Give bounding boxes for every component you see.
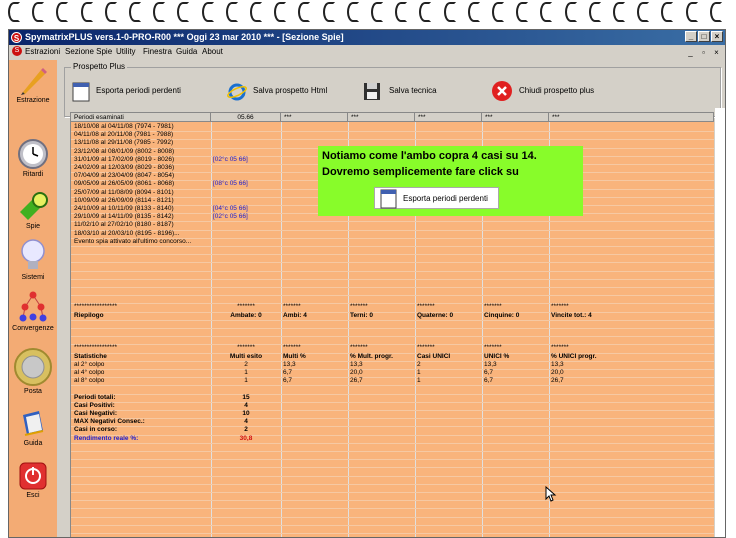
- grid-cell: 20,0: [350, 369, 363, 376]
- spiral-binding: [0, 0, 736, 28]
- grid-cell: 04/11/08 al 20/11/08 (7981 - 7988): [74, 131, 174, 139]
- sidebar: [9, 60, 57, 538]
- grid-row-line: [71, 336, 714, 337]
- grid-cell: al 4° colpo: [74, 369, 105, 376]
- sidebar-item-esci[interactable]: [9, 461, 57, 499]
- binding-ring: [419, 2, 431, 22]
- clock-icon: [17, 138, 49, 170]
- window-title: SpymatrixPLUS vers.1-0-PRO-R00 *** Oggi 23 mar 2010 *** - [Sezione Spie]: [25, 32, 344, 42]
- grid-cell: Vincite tot.: 4: [551, 311, 592, 319]
- grid-cell: 18/10/08 al 04/11/08 (7974 - 7981): [74, 123, 174, 130]
- notepad-icon: [379, 188, 399, 210]
- grid-cell: 13,3: [484, 360, 497, 368]
- maximize-button[interactable]: □: [698, 31, 710, 42]
- grid-row-line: [71, 287, 714, 288]
- grid-cell: 10: [242, 410, 250, 417]
- grid-cell: Multi %: [283, 352, 306, 360]
- grid-row-line: [71, 402, 714, 403]
- binding-ring: [226, 2, 238, 22]
- binding-ring: [323, 2, 335, 22]
- grid-cell: MAX Negativi Consec.:: [74, 418, 145, 426]
- grid-cell: 4: [244, 418, 248, 426]
- sidebar-item-guida[interactable]: [9, 407, 57, 447]
- binding-ring: [56, 2, 68, 22]
- binding-ring: [492, 2, 504, 22]
- menu-finestra[interactable]: Finestra: [143, 47, 172, 56]
- grid-row-line: [71, 377, 714, 378]
- header-cell[interactable]: ***: [482, 113, 549, 122]
- mouse-cursor-icon: [545, 486, 557, 502]
- header-cell[interactable]: ***: [281, 113, 348, 122]
- binding-ring: [347, 2, 359, 22]
- grid-cell: 13,3: [350, 360, 363, 368]
- note-export-button[interactable]: Esporta periodi perdenti: [374, 187, 499, 209]
- app-logo-icon: S: [11, 32, 22, 43]
- grid-row-line: [71, 459, 714, 460]
- menu-app-icon[interactable]: S: [12, 46, 22, 56]
- vertical-scrollbar[interactable]: [715, 108, 725, 538]
- grid-cell: 30,8: [239, 434, 253, 442]
- menu-utility[interactable]: Utility: [116, 47, 136, 56]
- grid-row-line: [71, 279, 714, 280]
- grid-row-line: [71, 517, 714, 518]
- grid-cell: [08°c 05 66]: [213, 180, 248, 188]
- grid-cell: *****************: [74, 303, 118, 311]
- header-cell[interactable]: ***: [549, 113, 714, 122]
- binding-ring: [589, 2, 601, 22]
- menu-estrazioni[interactable]: Estrazioni: [25, 47, 61, 56]
- binding-ring: [274, 2, 286, 22]
- grid-cell: Evento spia attivato all'ultimo concorso...: [74, 237, 192, 245]
- grid-cell: 26,7: [551, 377, 564, 385]
- grid-cell: *******: [350, 303, 368, 311]
- grid-cell: [04°c 05 66]: [213, 205, 248, 212]
- binding-ring: [540, 2, 552, 22]
- pencil-icon: [17, 64, 49, 96]
- binding-ring: [177, 2, 189, 22]
- grid-cell: 29/10/09 al 14/11/09 (8135 - 8142): [74, 213, 174, 221]
- flashlight-icon: [16, 190, 50, 222]
- grid-row-line: [71, 451, 714, 452]
- binding-ring: [32, 2, 44, 22]
- grid-row-line: [71, 426, 714, 427]
- menu-about[interactable]: About: [202, 47, 223, 56]
- grid-cell: 13,3: [283, 360, 296, 368]
- sidebar-label: Guida: [23, 440, 43, 447]
- grid-cell: 09/05/09 al 26/05/09 (8061 - 8068): [74, 180, 175, 188]
- grid-cell: 4: [244, 401, 248, 409]
- binding-ring: [153, 2, 165, 22]
- grid-cell: 1: [244, 369, 248, 376]
- grid-row-line: [71, 394, 714, 395]
- grid-cell: % UNICI progr.: [551, 352, 597, 360]
- grid-cell: 2: [417, 360, 421, 368]
- binding-ring: [250, 2, 262, 22]
- grid-cell: 6,7: [484, 369, 494, 376]
- grid-cell: *******: [417, 303, 435, 311]
- grid-cell: *******: [350, 344, 368, 352]
- grid-cell: al 2° colpo: [74, 360, 105, 368]
- grid-row-line: [71, 254, 714, 255]
- floppy-disk-icon: [362, 80, 382, 102]
- grid-cell: *******: [417, 344, 435, 352]
- grid-cell: *******: [283, 344, 301, 352]
- binding-ring: [395, 2, 407, 22]
- binding-ring: [371, 2, 383, 22]
- grid-cell: 13,3: [551, 360, 564, 368]
- header-cell[interactable]: 05.66: [211, 113, 281, 122]
- child-close-icon[interactable]: ×: [714, 48, 719, 57]
- grid-row-line: [71, 320, 714, 321]
- grid-header: [71, 113, 714, 122]
- grid-row-line: [71, 410, 714, 411]
- grid-row-line: [71, 525, 714, 526]
- grid-cell: al 8° colpo: [74, 377, 105, 385]
- sidebar-item-posta[interactable]: [9, 347, 57, 395]
- sidebar-label: Ritardi: [22, 171, 44, 178]
- sidebar-item-sistemi[interactable]: [9, 237, 57, 281]
- coin-icon: [13, 347, 53, 387]
- grid-cell: % Mult. progr.: [350, 352, 393, 360]
- sidebar-label: Posta: [24, 388, 42, 395]
- sidebar-label: Spie: [25, 223, 40, 230]
- binding-ring: [298, 2, 310, 22]
- header-cell[interactable]: ***: [348, 113, 415, 122]
- grid-row-line: [71, 435, 714, 436]
- grid-cell: Rendimento reale %:: [74, 434, 139, 442]
- note-line-1: Notiamo come l'ambo copra 4 casi su 14.: [322, 150, 537, 162]
- grid-cell: Casi Positivi:: [74, 401, 115, 409]
- grid-row-line: [71, 361, 714, 362]
- grid-cell: *******: [237, 303, 255, 311]
- grid-cell: Casi UNICI: [417, 352, 451, 360]
- grid-cell: Ambi: 4: [283, 311, 307, 319]
- grid-cell: 24/10/09 al 10/11/09 (8133 - 8140): [74, 205, 174, 212]
- binding-ring: [516, 2, 528, 22]
- grid-cell: *******: [484, 303, 502, 311]
- grid-row-line: [71, 369, 714, 370]
- binding-ring: [8, 2, 20, 22]
- grid-cell: *******: [484, 344, 502, 352]
- grid-row-line: [71, 467, 714, 468]
- grid-row-line: [71, 418, 714, 419]
- grid-row-line: [71, 476, 714, 477]
- grid-cell: 18/03/10 al 20/03/10 (8195 - 8196)...: [74, 229, 180, 237]
- binding-ring: [468, 2, 480, 22]
- close-button[interactable]: ×: [711, 31, 723, 42]
- grid-cell: Statistiche: [74, 352, 107, 360]
- annotation-note: [318, 146, 583, 216]
- binding-ring: [637, 2, 649, 22]
- grid-cell: Terni: 0: [350, 311, 373, 319]
- grid-cell: 2: [244, 360, 248, 368]
- grid-cell: 07/04/09 al 23/04/09 (8047 - 8054): [74, 172, 175, 180]
- binding-ring: [129, 2, 141, 22]
- grid-cell: 1: [244, 377, 248, 385]
- grid-cell: Riepilogo: [74, 311, 104, 319]
- grid-cell: 24/02/09 al 12/03/09 (8029 - 8036): [74, 164, 175, 171]
- menu-guida[interactable]: Guida: [176, 47, 198, 56]
- grid-row-line: [71, 500, 714, 501]
- grid-cell: 6,7: [283, 369, 293, 376]
- grid-cell: Ambate: 0: [230, 311, 262, 319]
- binding-ring: [661, 2, 673, 22]
- grid-cell: 26,7: [350, 377, 363, 385]
- grid-row-line: [71, 246, 714, 247]
- close-circle-icon: [491, 80, 513, 102]
- grid-cell: 1: [417, 369, 421, 376]
- grid-row-line: [71, 328, 714, 329]
- grid-cell: 13/11/08 al 29/11/08 (7985 - 7992): [74, 139, 174, 147]
- binding-ring: [444, 2, 456, 22]
- grid-cell: 15: [242, 393, 250, 401]
- header-cell[interactable]: Periodi esaminati: [71, 113, 211, 122]
- binding-ring: [710, 2, 722, 22]
- grid-cell: Periodi totali:: [74, 393, 116, 401]
- note-line-2: Dovremo semplicemente fare click su: [322, 166, 519, 178]
- grid-row-line: [71, 271, 714, 272]
- lightbulb-icon: [17, 237, 49, 273]
- header-cell[interactable]: ***: [415, 113, 482, 122]
- grid-cell: 10/09/09 al 26/09/09 (8114 - 8121): [74, 196, 174, 204]
- grid-row-line: [71, 443, 714, 444]
- title-bar: [9, 30, 725, 45]
- child-minimize-icon[interactable]: _: [688, 48, 693, 57]
- grid-cell: [02°c 05 66]: [213, 155, 248, 163]
- grid-cell: 23/12/08 al 08/01/09 (8002 - 8008): [74, 147, 175, 155]
- grid-row-line: [71, 344, 714, 345]
- grid-row-line: [71, 492, 714, 493]
- grid-cell: *******: [283, 303, 301, 311]
- sidebar-label: Estrazione: [16, 97, 50, 104]
- grid-cell: *******: [237, 344, 255, 352]
- binding-ring: [81, 2, 93, 22]
- grid-row-line: [71, 508, 714, 509]
- power-icon: [18, 461, 48, 491]
- grid-row-line: [71, 303, 714, 304]
- grid-row-line: [71, 385, 714, 386]
- minimize-button[interactable]: _: [685, 31, 697, 42]
- grid-cell: *****************: [74, 344, 118, 352]
- grid-cell: Cinquine: 0: [484, 311, 520, 319]
- grid-cell: 1: [417, 377, 421, 385]
- notepad-icon: [71, 80, 91, 102]
- binding-ring: [105, 2, 117, 22]
- grid-cell: *******: [551, 344, 569, 352]
- group-legend: Prospetto Plus: [73, 62, 126, 71]
- ie-browser-icon: [227, 80, 247, 102]
- molecule-icon: [17, 290, 49, 324]
- sidebar-item-ritardi[interactable]: [9, 138, 57, 178]
- prospetto-group: Prospetto Plus Esporta periodi perdenti Salva prospetto Html Salva tecnica Chiudi prospetto plus: [64, 67, 721, 117]
- grid-cell: Quaterne: 0: [417, 311, 454, 319]
- grid-cell: Multi esito: [229, 352, 263, 360]
- grid-row-line: [71, 312, 714, 313]
- grid-cell: 11/02/10 al 27/02/10 (8180 - 8187): [74, 221, 174, 229]
- book-icon: [17, 407, 49, 439]
- binding-ring: [565, 2, 577, 22]
- binding-ring: [686, 2, 698, 22]
- grid-row-line: [71, 533, 714, 534]
- grid-row-line: [71, 484, 714, 485]
- menu-sezione-spie[interactable]: Sezione Spie: [65, 47, 113, 56]
- grid-cell: 25/07/09 al 11/08/09 (8094 - 8101): [74, 188, 174, 196]
- grid-cell: Casi Negativi:: [74, 410, 117, 417]
- app-window: [8, 29, 726, 538]
- grid-cell: [02°c 05 66]: [213, 213, 248, 221]
- sidebar-label: Sistemi: [21, 274, 45, 281]
- grid-cell: 20,0: [551, 369, 564, 376]
- child-restore-icon[interactable]: ▫: [702, 48, 705, 57]
- binding-ring: [613, 2, 625, 22]
- grid-row-line: [71, 262, 714, 263]
- grid-cell: 2: [244, 426, 248, 434]
- sidebar-label: Esci: [26, 492, 40, 499]
- sidebar-item-spie[interactable]: [9, 190, 57, 230]
- sidebar-item-estrazione[interactable]: [9, 64, 57, 104]
- grid-cell: *******: [551, 303, 569, 311]
- menu-bar: [9, 45, 725, 58]
- grid-cell: Casi in corso:: [74, 426, 117, 434]
- grid-row-line: [71, 295, 714, 296]
- grid-cell: 31/01/09 al 17/02/09 (8019 - 8026): [74, 155, 175, 163]
- binding-ring: [202, 2, 214, 22]
- grid-cell: 6,7: [484, 377, 494, 385]
- sidebar-item-convergenze[interactable]: [9, 290, 57, 332]
- grid-cell: UNICI %: [484, 352, 510, 360]
- sidebar-label: Convergenze: [12, 325, 54, 332]
- grid-cell: 6,7: [283, 377, 293, 385]
